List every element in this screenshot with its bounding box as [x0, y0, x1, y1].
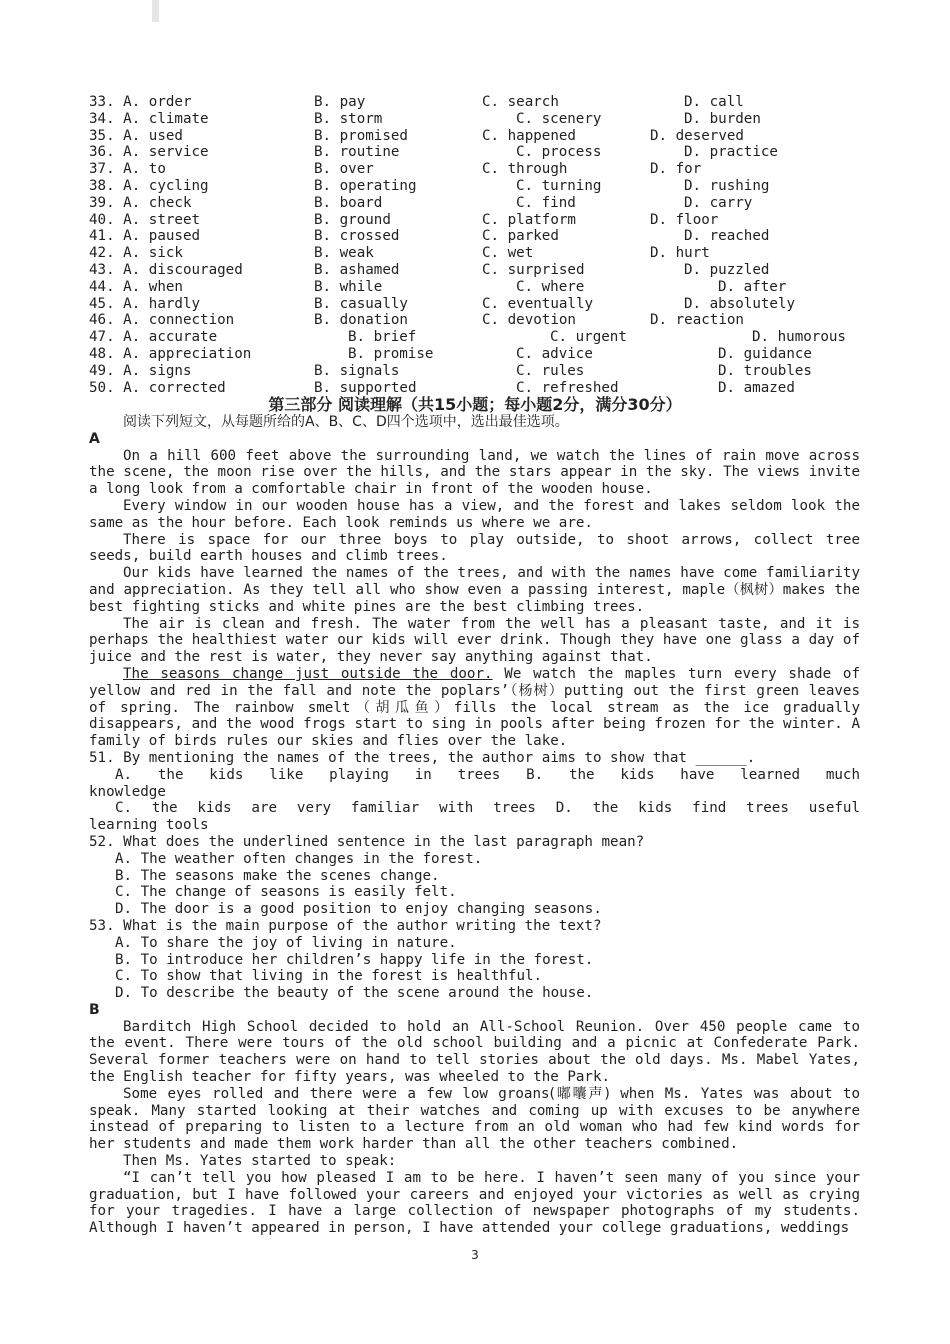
option-c: C. search — [482, 94, 559, 110]
option-b: B. routine — [314, 144, 400, 161]
option-d: D. troubles — [718, 362, 812, 379]
option-c: C. where — [516, 278, 585, 295]
option-row — [0, 128, 950, 145]
option-a: 44. A. when — [89, 278, 183, 295]
option-row — [0, 346, 950, 363]
option-a: 37. A. to — [89, 161, 166, 178]
option-a: 38. A. cycling — [89, 177, 209, 194]
option-a: 48. A. appreciation — [89, 345, 252, 362]
option-a: 33. A. order — [89, 94, 192, 110]
option-c: C. happened — [482, 127, 576, 144]
option-d: D. rushing — [684, 177, 770, 194]
choice: D. To describe the beauty of the scene around the house. — [115, 985, 594, 1002]
cloze-options — [0, 94, 950, 396]
option-c: C. through — [482, 161, 568, 178]
option-row — [0, 363, 950, 380]
option-d: D. floor — [650, 211, 719, 228]
passage-b-letter: B — [89, 1001, 100, 1018]
option-b: B. over — [314, 161, 374, 178]
option-c: C. eventually — [482, 295, 594, 312]
option-d: D. absolutely — [684, 295, 796, 312]
choice: B. The seasons make the scenes change. — [115, 867, 440, 884]
option-row — [0, 195, 950, 212]
option-b: B. promise — [348, 345, 434, 362]
option-c: C. process — [516, 144, 602, 161]
option-a: 49. A. signs — [89, 362, 192, 379]
choice: B. To introduce her children’s happy life in the forest. — [115, 951, 594, 968]
option-c: C. refreshed — [516, 379, 619, 396]
choice-continuation: knowledge — [89, 783, 166, 800]
option-a: 46. A. connection — [89, 312, 235, 329]
option-a: 35. A. used — [89, 127, 183, 144]
option-b: B. donation — [314, 312, 408, 329]
option-d: D. hurt — [650, 245, 710, 262]
passage-a-paragraph: On a hill 600 feet above the surrounding land, we watch the lines of rain move across the scene, the moon rise over the hills, and the stars appear in the sky. The views invite a long look from a comfortable chair in front of the wooden house. — [89, 447, 860, 498]
reading-section — [89, 414, 860, 1237]
scan-mark — [152, 0, 159, 22]
option-b: B. crossed — [314, 228, 400, 245]
option-row — [0, 94, 950, 111]
option-c: C. turning — [516, 177, 602, 194]
passage-a-letter: A — [89, 430, 100, 447]
option-row — [0, 144, 950, 161]
choice-continuation: learning tools — [89, 817, 209, 834]
option-d: D. carry — [684, 194, 753, 211]
option-b: B. weak — [314, 245, 374, 262]
option-c: C. parked — [482, 228, 559, 245]
option-c: C. advice — [516, 345, 593, 362]
option-b: B. board — [314, 194, 383, 211]
passage-b-paragraph: Barditch High School decided to hold an All-School Reunion. Over 450 people came to the event. There were tours of the old school building and a picnic at Confederate Park. Several former teachers were on hand to tell stories about the old days. Ms. Mabel Yates, the English teacher for fifty years, was wheeled to the Park. — [89, 1018, 860, 1086]
option-c: C. scenery — [516, 110, 602, 127]
option-b: B. ashamed — [314, 261, 400, 278]
option-c: C. platform — [482, 211, 576, 228]
option-row — [0, 245, 950, 262]
option-c: C. surprised — [482, 261, 585, 278]
option-d: D. deserved — [650, 127, 744, 144]
choice-pair: A. the kids like playing in trees B. the kids have learned much — [115, 766, 860, 783]
option-b: B. pay — [314, 94, 366, 110]
option-a: 39. A. check — [89, 194, 192, 211]
choice: D. The door is a good position to enjoy changing seasons. — [115, 901, 602, 918]
option-b: B. storm — [314, 110, 383, 127]
page-number: 3 — [471, 1248, 479, 1262]
option-a: 34. A. climate — [89, 110, 209, 127]
instruction: 阅读下列短文，从每题所给的A、B、C、D四个选项中，选出最佳选项。 — [123, 414, 569, 430]
option-row — [0, 329, 950, 346]
question-52: 52. What does the underlined sentence in the last paragraph mean? — [89, 833, 645, 850]
option-a: 50. A. corrected — [89, 379, 226, 396]
option-c: C. find — [516, 194, 576, 211]
option-row — [0, 312, 950, 329]
option-row — [0, 279, 950, 296]
choice: C. To show that living in the forest is healthful. — [115, 968, 543, 985]
choice: A. To share the joy of living in nature. — [115, 934, 457, 951]
option-row — [0, 296, 950, 313]
option-d: D. reached — [684, 228, 770, 245]
option-b: B. casually — [314, 295, 408, 312]
option-a: 45. A. hardly — [89, 295, 201, 312]
option-a: 41. A. paused — [89, 228, 201, 245]
option-d: D. reaction — [650, 312, 744, 329]
option-d: D. practice — [684, 144, 778, 161]
option-b: B. brief — [348, 329, 417, 346]
option-row — [0, 178, 950, 195]
option-a: 42. A. sick — [89, 245, 183, 262]
section-title: 第三部分 阅读理解（共15小题；每小题2分，满分30分） — [268, 395, 682, 414]
option-row — [0, 212, 950, 229]
passage-a-paragraph: Our kids have learned the names of the trees, and with the names have come familiarity and appreciation. As they tell all who show even a passing interest, maple（枫树）makes the best fighting sticks and white pines are the best climbing trees. — [89, 565, 861, 615]
passage-a-paragraph: There is space for our three boys to play outside, to shoot arrows, collect tree seeds, build earth houses and climb trees. — [89, 531, 860, 565]
option-a: 47. A. accurate — [89, 329, 218, 346]
option-b: B. supported — [314, 379, 417, 396]
option-a: 40. A. street — [89, 211, 201, 228]
option-d: D. guidance — [718, 345, 812, 362]
option-row — [0, 262, 950, 279]
underlined-sentence: The seasons change just outside the door. — [123, 665, 493, 682]
option-c: C. urgent — [550, 329, 627, 346]
option-a: 43. A. discouraged — [89, 261, 243, 278]
option-d: D. puzzled — [684, 261, 770, 278]
choice: C. The change of seasons is easily felt. — [115, 884, 457, 901]
option-row — [0, 380, 950, 397]
question-53: 53. What is the main purpose of the author writing the text? — [89, 917, 602, 934]
question-51: 51. By mentioning the names of the trees, the author aims to show that ______. — [89, 749, 756, 766]
option-d: D. for — [650, 161, 702, 178]
option-b: B. while — [314, 278, 383, 295]
option-b: B. promised — [314, 127, 408, 144]
passage-a-paragraph: Every window in our wooden house has a view, and the forest and lakes seldom look the same as the hour before. Each look reminds us where we are. — [89, 497, 860, 531]
choice-pair: C. the kids are very familiar with trees D. the kids find trees useful — [115, 800, 860, 817]
passage-b-paragraph: Then Ms. Yates started to speak: — [123, 1153, 397, 1170]
option-b: B. ground — [314, 211, 391, 228]
option-d: D. after — [718, 278, 787, 295]
option-c: C. devotion — [482, 312, 576, 329]
passage-a-paragraph: The air is clean and fresh. The water from the well has a pleasant taste, and it is perhaps the healthiest water our kids will ever drink. Though they have one glass a day of juice and the rest is water, they never say anything against that. — [89, 615, 860, 666]
option-row — [0, 111, 950, 128]
option-d: D. amazed — [718, 379, 795, 396]
choice: A. The weather often changes in the forest. — [115, 850, 483, 867]
option-b: B. operating — [314, 177, 417, 194]
option-row — [0, 228, 950, 245]
option-b: B. signals — [314, 362, 400, 379]
option-a: 36. A. service — [89, 144, 209, 161]
option-d: D. humorous — [752, 329, 846, 346]
option-d: D. burden — [684, 110, 761, 127]
option-c: C. wet — [482, 245, 534, 262]
passage-b-paragraph: “I can’t tell you how pleased I am to be here. I haven’t seen many of you since your graduation, but I have followed your careers and enjoyed your victories as well as crying for your tragedies. I have a large collection of newspaper photographs of my students. Although I haven’t appeared in person, I have attended your college graduations, weddings — [89, 1169, 860, 1237]
passage-b-paragraph: Some eyes rolled and there were a few low groans(嘟囔声) when Ms. Yates was about to speak. Many started looking at their watches and coming up with excuses to be anywhere instead of preparing to listen to a lecture from an old woman who had few kind words for her students and made them work harder than all the other teachers combined. — [89, 1085, 860, 1153]
passage-a-paragraph: The seasons change just outside the door. We watch the maples turn every shade of yellow and red in the fall and note the poplars’（杨树）putting out the first green leaves of spring. The rainbow smelt（胡瓜鱼）fills the local stream as the ice gradually disappears, and the wood frogs start to sing in pools after being frozen for the winter. A family of birds rules our skies and flies over the lake. — [89, 665, 861, 750]
option-row — [0, 161, 950, 178]
option-d: D. call — [684, 94, 744, 110]
option-c: C. rules — [516, 362, 585, 379]
